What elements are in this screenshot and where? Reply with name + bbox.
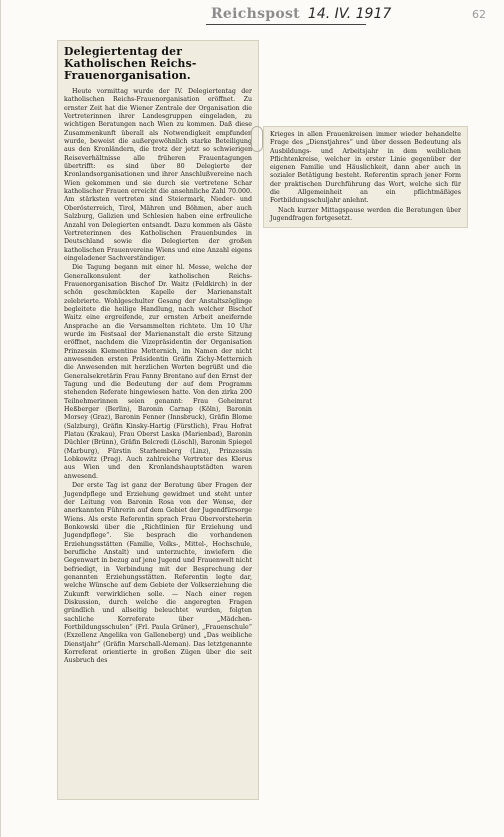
clipping-main-column (57, 40, 259, 800)
article-paragraph: Krieges in allen Frauenkreisen immer wieder behandelte Frage des „Dienstjahres“ und über dessen Bedeutung als Ausbildungs- und Arbeitsjahr in dem weiblichen Pflichtenkreise, welcher in erster Linie gegenüber der eigenen Familie und Häuslichkeit, dann aber auch in sozialer Betätigung besteht. Referentin sprach jener Form der praktischen Durchführung das Wort, welche sich für die Allgemeinheit an ein pflichtmäßiges Fortbildungsschuljahr anlehnt. (270, 131, 461, 205)
article-paragraph: Der erste Tag ist ganz der Beratung über Fragen der Jugendpflege und Erziehung gewidmet und steht unter der Leitung von Baronin Rosa von der Wense, der anerkannten Führerin auf dem Gebiet der Jugendfürsorge Wiens. Als erste Referentin sprach Frau Obervorsteherin Bonkowski über die „Richtlinien für Erziehung und Jugendpflege“. Sie besprach die vorhandenen Erziehungsstätten (Familie, Volks-, Mittel-, Hochschule, berufliche Anstalt) und unterzuchte, inwiefern die Gegenwart in bezug auf jene Jugend und Frauenwelt nicht befriedigt, in Verbindung mit der Besprechung der genannten Erziehungsstätten. Referentin legte dar, welche Wünsche auf dem Gebiete der Volkserziehung die Zukunft verwirklichen solle. — Nach einer regen Diskussion, durch welche die angeregten Fragen gründlich und allseitig beleuchtet wurden, folgten sachliche Korreferate über „Mädchen-Fortbildungsschulen“ (Frl. Paula Grüner), „Frauenschule“ (Exzellenz Angelika von Galleneberg) und „Das weibliche Dienstjahr“ (Gräfin Marschall-Aleman). Das letztgenannte Korreferat orientierte in großen Zügen über die seit Ausbruch des (64, 482, 252, 665)
newspaper-source: Reichspost (211, 6, 300, 22)
handwritten-date: 14. IV. 1917 (307, 6, 392, 22)
glue-strip (251, 126, 263, 152)
article-paragraph: Heute vormittag wurde der IV. Delegiertentag der katholischen Reichs-Frauenorganisation eröffnet. Zu ernster Zeit hat die Wiener Zentrale der Organisation die Vertreterinnen ihrer Landesgruppen eingeladen, zu wichtigen Beratungen nach Wien zu kommen. Daß diese Zusammenkunft überall als Notwendigkeit empfunden wurde, beweist die außergewöhnlich starke Beteiligung aus den Kronländern, die trotz der jetzt so schwierigen Reiseverhältnisse alle früheren Frauentagungen übertrifft: es sind über 80 Delegierte der Kronlandsorganisationen und ihrer Anschlußvereine nach Wien gekommen und sie durch sie vertretene Schar katholischer Frauen erreicht die ansehnliche Zahl 70.000. Am stärksten vertreten sind Steiermark, Nieder- und Oberösterreich, Tirol, Mähren und Böhmen, aber auch Salzburg, Galizien und Schlesien haben eine erfreuliche Anzahl von Delegierten entsandt. Dazu kommen als Gäste Vertreterinnen des Katholischen Frauenbundes in Deutschland sowie die Delegierten der großen katholischen Frauenvereine Wiens und eine Anzahl eigens eingeladener Sachverständiger. (64, 88, 252, 262)
article-paragraph: Die Tagung begann mit einer hl. Messe, welche der Generalkonsulent der katholischen Reichs-Frauenorganisation Bischof Dr. Waitz (Feldkirch) in der schön geschmückten Kapelle der Marienanstalt zelebrierte. Wohlgeschulter Gesang der Anstaltszöglinge begleitete die heilige Handlung, nach welcher Bischof Waitz eine ergreifende, zur ernsten Arbeit aneifernde Ansprache an die Versammelten richtete. Um 10 Uhr wurde im Festsaal der Marienanstalt die erste Sitzung eröffnet, nachdem die Vizepräsidentin der Organisation Prinzessin Klementine Metternich, im Namen der nicht anwesenden ersten Präsidentin Gräfin Zichy-Metternich die Anwesenden mit herzlichen Worten begrüßt und die Generalsekretärin Frau Fanny Brentano auf den Ernst der Tagung und die Bedeutung der auf dem Programm stehenden Referate hingewiesen hatte. Von den zirka 200 Teilnehmerinnen seien genannt: Frau Geheimrat Heßberger (Berlin), Baronin Carnap (Köln), Baronin Morsey (Graz), Baronin Fenner (Innsbruck), Gräfin Blome (Salzburg), Gräfin Kinsky-Hartig (Fürstlich), Frau Hofrat Platau (Krakau), Frau Oberst Laska (Marienbad), Baronin Düchler (Brünn), Gräfin Belcredi (Löschl), Baronin Spiegel (Marburg), Fürstin Starhemberg (Linz), Prinzessin Lobkowitz (Prag). Auch zahlreiche Vertreter des Klerus aus Wien und den Kronlandshauptstädten waren anwesend. (64, 264, 252, 480)
article-title: Delegiertentag der Katholischen Reichs-Frauenorganisation. (64, 45, 197, 82)
page-number: 62 (472, 8, 486, 21)
article-paragraph: Nach kurzer Mittagspause werden die Beratungen über Jugendfragen fortgesetzt. (270, 206, 461, 222)
source-header (211, 6, 391, 22)
header-underline (206, 24, 366, 25)
clipping-continuation (263, 126, 468, 228)
